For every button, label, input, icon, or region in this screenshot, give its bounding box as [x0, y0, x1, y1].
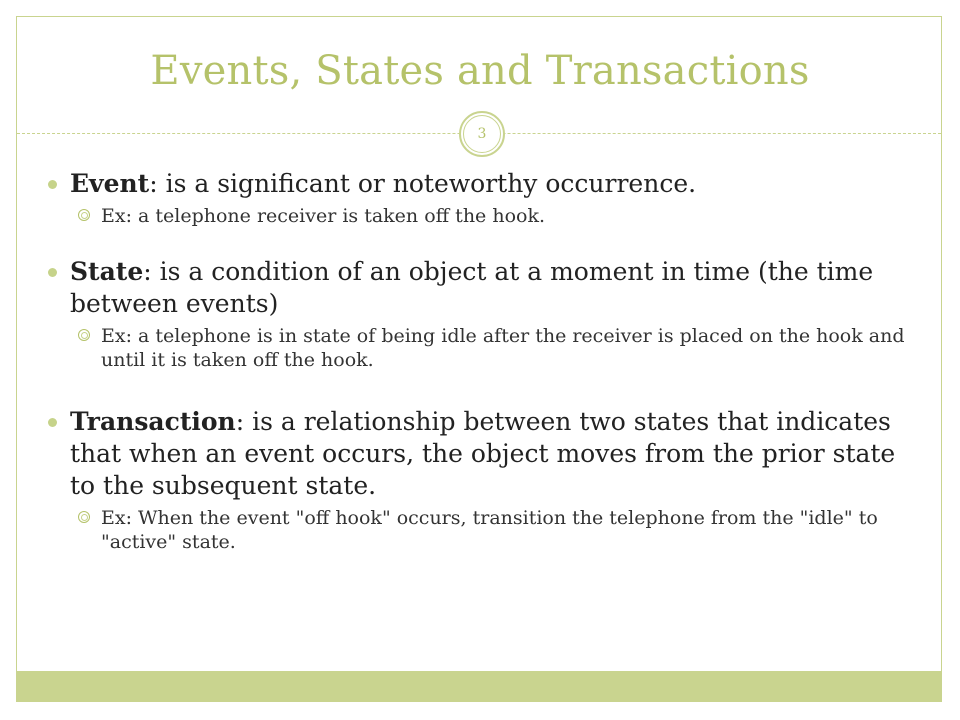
footer-bar — [17, 671, 941, 701]
bullet-term: Event — [70, 169, 150, 198]
sub-bullet-icon — [78, 511, 90, 523]
page-number: 3 — [463, 115, 501, 153]
bullet-term: State — [70, 257, 144, 286]
sub-bullet-text: Ex: a telephone receiver is taken off the hook. — [101, 205, 546, 227]
bullet-state — [48, 256, 908, 320]
sub-bullet-state-example — [48, 324, 908, 372]
sub-bullet-text: Ex: When the event "off hook" occurs, transition the telephone from the "idle" to "active" state. — [101, 507, 878, 553]
page-number-badge — [459, 111, 505, 157]
bullet-dot-icon — [48, 418, 57, 427]
sub-bullet-icon — [78, 329, 90, 341]
bullet-transaction — [48, 406, 908, 502]
bullet-dot-icon — [48, 268, 57, 277]
bullet-text: : is a relationship between two states that indicates that when an event occurs, the object moves from the prior state to the subsequent state. — [70, 407, 896, 500]
sub-bullet-transaction-example — [48, 506, 908, 554]
bullet-term: Transaction — [70, 407, 236, 436]
bullet-text: : is a significant or noteworthy occurrence. — [149, 169, 697, 198]
bullet-dot-icon — [48, 180, 57, 189]
sub-bullet-event-example — [48, 204, 908, 228]
slide-content — [48, 168, 908, 554]
sub-bullet-text: Ex: a telephone is in state of being idle after the receiver is placed on the hook and until it is taken off the hook. — [101, 325, 905, 371]
bullet-event — [48, 168, 908, 200]
slide-title: Events, States and Transactions — [150, 48, 810, 94]
sub-bullet-icon — [78, 209, 90, 221]
bullet-text: : is a condition of an object at a moment in time (the time between events) — [70, 257, 874, 318]
